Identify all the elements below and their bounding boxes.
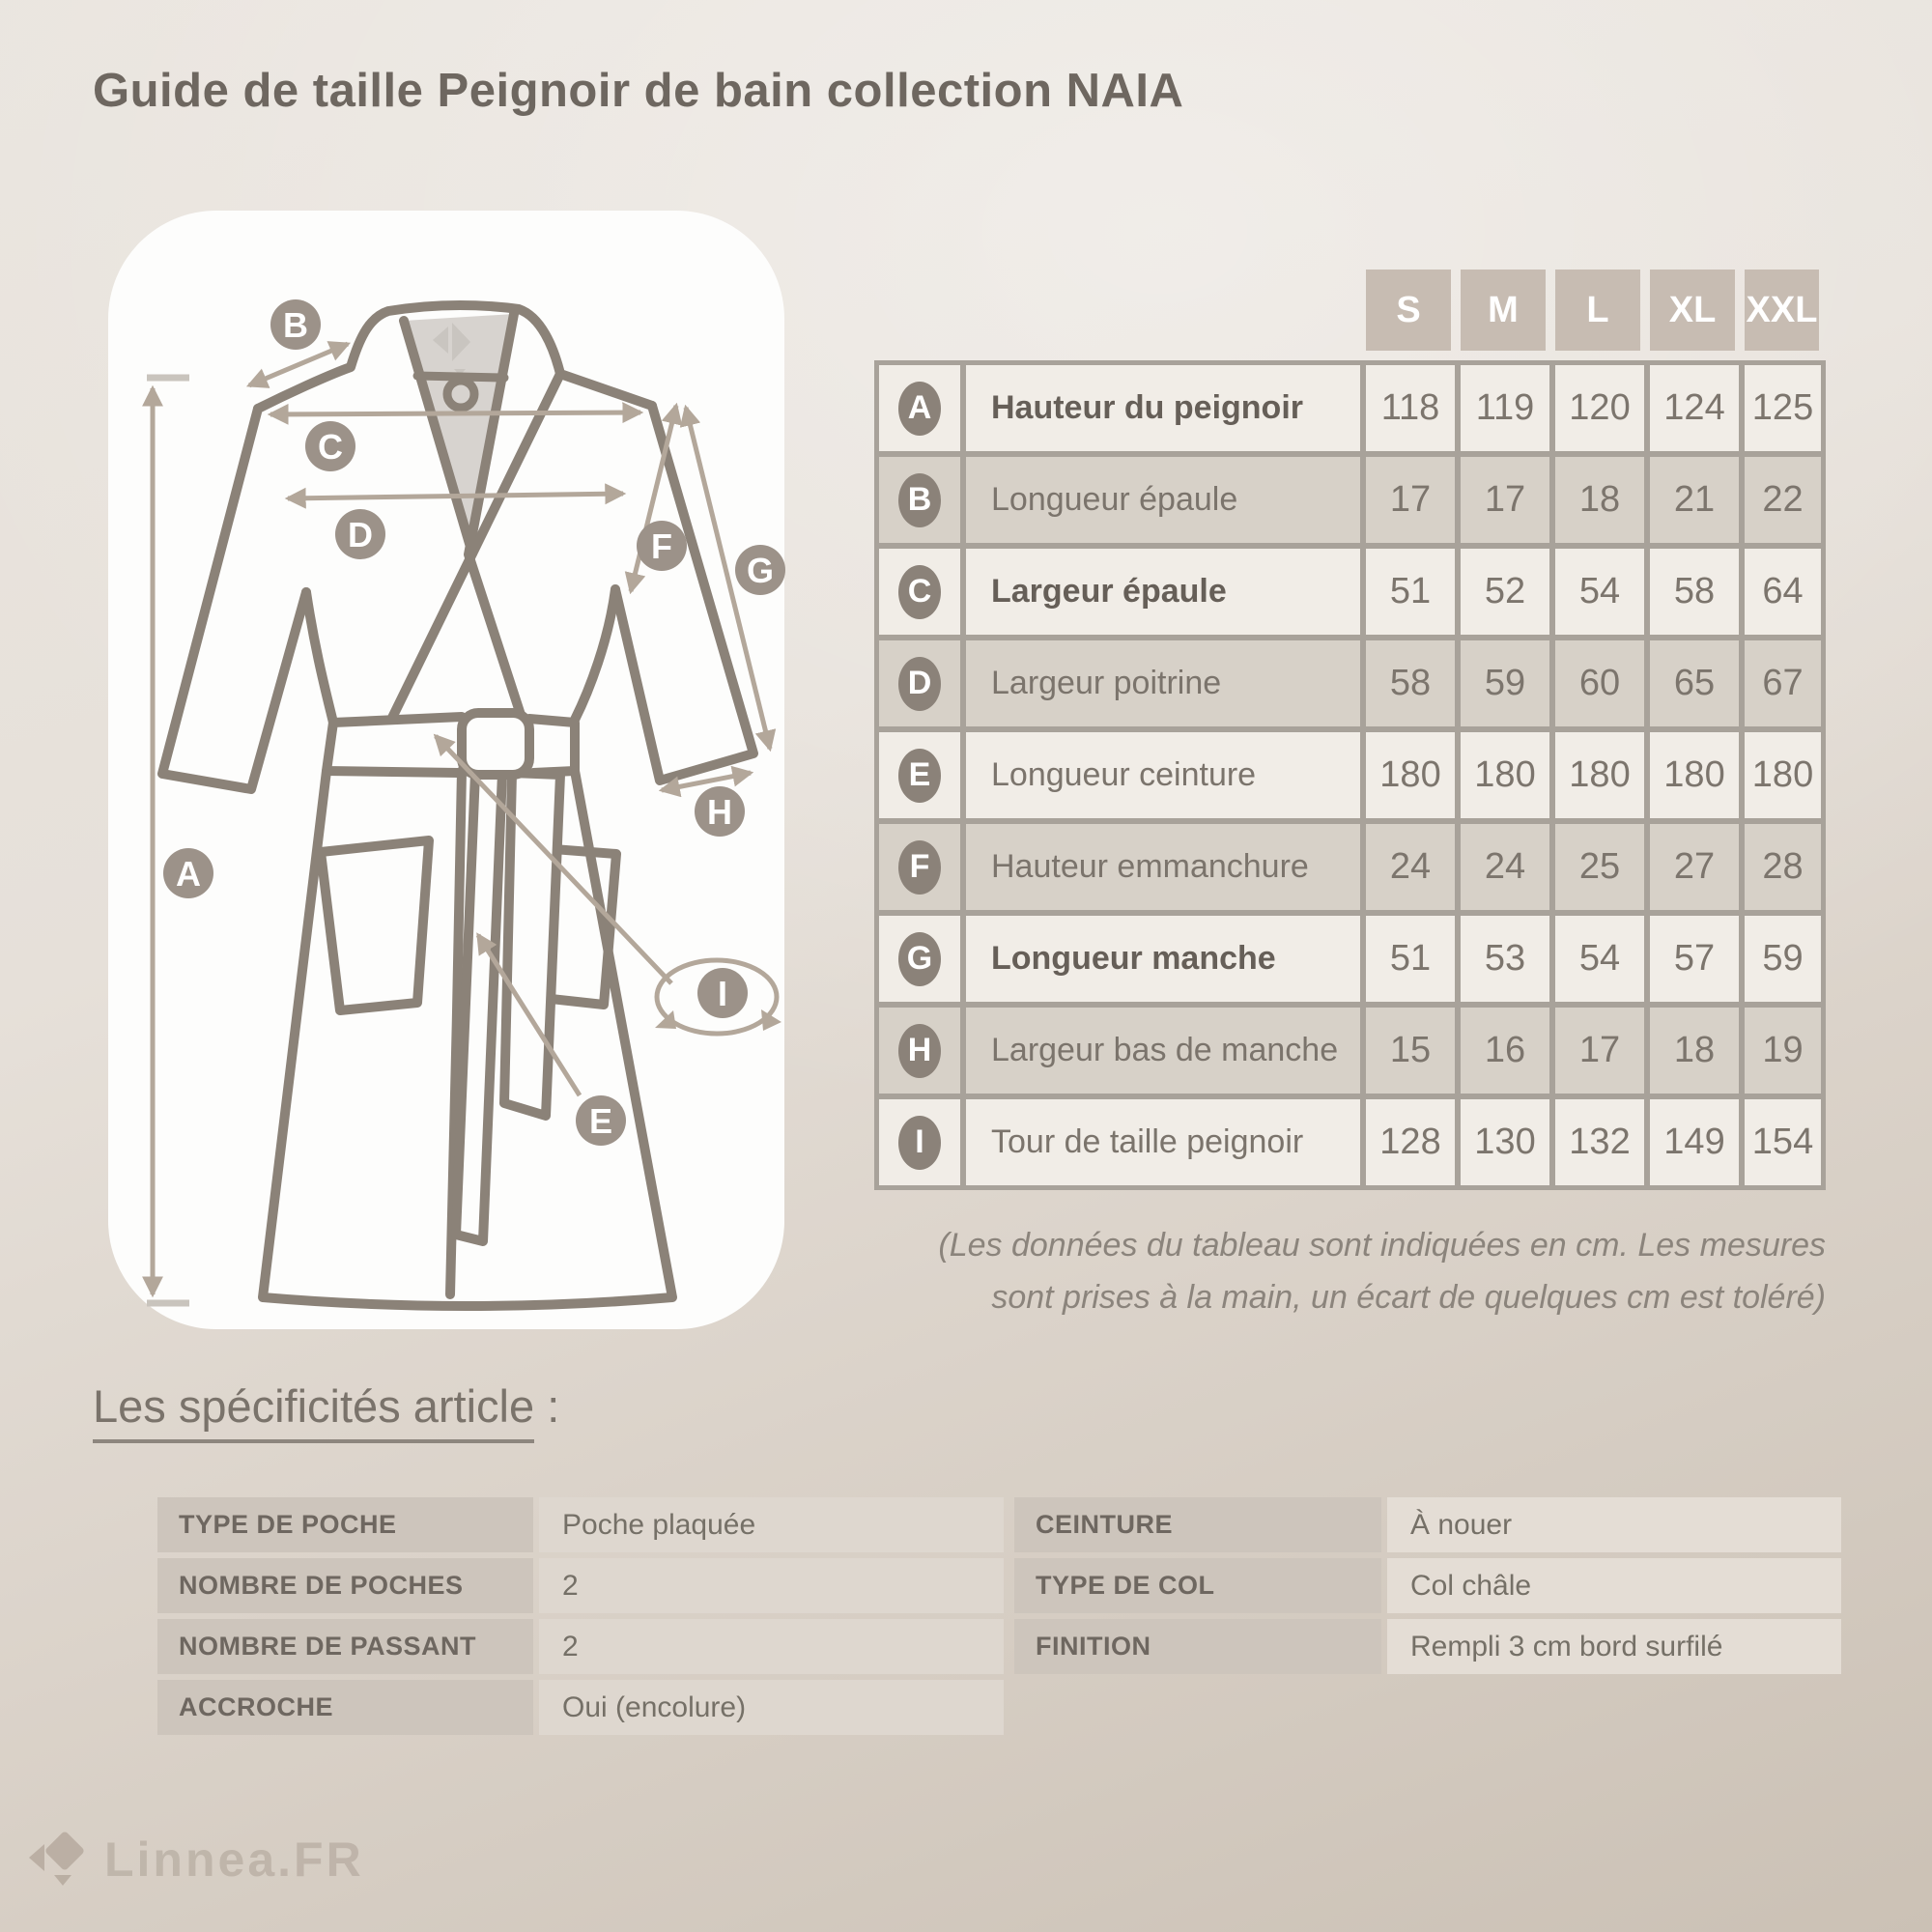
measure-value-F-L: 25 xyxy=(1555,824,1644,910)
spec-value: 2 xyxy=(539,1558,1004,1613)
measure-value-E-L: 180 xyxy=(1555,732,1644,818)
row-letter-cell xyxy=(879,732,960,818)
letter-badge-D: D xyxy=(898,657,941,711)
measure-value-G-XL: 57 xyxy=(1650,916,1739,1002)
measure-value-B-XL: 21 xyxy=(1650,457,1739,543)
page-title: Guide de taille Peignoir de bain collection NAIA xyxy=(93,65,1184,117)
measure-value-F-S: 24 xyxy=(1366,824,1455,910)
marker-letter-E: E xyxy=(588,1100,613,1141)
measure-value-C-XL: 58 xyxy=(1650,549,1739,635)
size-header-S: S xyxy=(1366,270,1451,351)
measure-value-A-XXL: 125 xyxy=(1745,365,1821,451)
measure-value-H-XL: 18 xyxy=(1650,1008,1739,1094)
spec-value: 2 xyxy=(539,1619,1004,1674)
arrow-C-shoulder-width xyxy=(270,412,640,414)
spec-value: À nouer xyxy=(1387,1497,1841,1552)
measure-value-H-L: 17 xyxy=(1555,1008,1644,1094)
measure-value-H-S: 15 xyxy=(1366,1008,1455,1094)
measure-label: Longueur épaule xyxy=(966,457,1360,543)
size-column-headers xyxy=(1366,270,1826,351)
watermark-text: Linnea.FR xyxy=(104,1833,364,1887)
bathrobe-measurement-diagram xyxy=(108,211,784,1329)
spec-label: ACCROCHE xyxy=(157,1680,533,1735)
specs-heading-colon: : xyxy=(534,1380,560,1432)
measure-value-D-XXL: 67 xyxy=(1745,640,1821,726)
marker-letter-H: H xyxy=(707,791,732,832)
measure-value-B-S: 17 xyxy=(1366,457,1455,543)
measure-value-F-XL: 27 xyxy=(1650,824,1739,910)
measure-value-C-M: 52 xyxy=(1461,549,1549,635)
row-letter-cell xyxy=(879,824,960,910)
size-header-XXL: XXL xyxy=(1745,270,1819,351)
measure-value-I-XL: 149 xyxy=(1650,1099,1739,1185)
row-letter-cell xyxy=(879,457,960,543)
measure-value-I-L: 132 xyxy=(1555,1099,1644,1185)
spec-table-left xyxy=(157,1497,1004,1735)
belt xyxy=(456,713,560,1241)
specs-heading xyxy=(93,1379,559,1433)
letter-badge-I: I xyxy=(898,1116,941,1170)
spec-value: Oui (encolure) xyxy=(539,1680,1004,1735)
letter-badge-H: H xyxy=(898,1024,941,1078)
measure-label: Largeur poitrine xyxy=(966,640,1360,726)
marker-letter-C: C xyxy=(318,426,343,467)
row-letter-cell xyxy=(879,1008,960,1094)
spec-table-right xyxy=(1014,1497,1841,1674)
measure-value-A-M: 119 xyxy=(1461,365,1549,451)
size-header-M: M xyxy=(1461,270,1546,351)
spec-value: Col châle xyxy=(1387,1558,1841,1613)
measure-value-C-S: 51 xyxy=(1366,549,1455,635)
measure-label: Hauteur du peignoir xyxy=(966,365,1360,451)
unit-note xyxy=(938,1219,1826,1324)
spec-value: Poche plaquée xyxy=(539,1497,1004,1552)
measure-value-I-M: 130 xyxy=(1461,1099,1549,1185)
measure-value-C-L: 54 xyxy=(1555,549,1644,635)
measure-value-D-L: 60 xyxy=(1555,640,1644,726)
row-letter-cell xyxy=(879,365,960,451)
spec-label: TYPE DE POCHE xyxy=(157,1497,533,1552)
measure-value-G-M: 53 xyxy=(1461,916,1549,1002)
size-measurements-grid xyxy=(874,360,1826,1190)
brand-watermark xyxy=(29,1829,364,1890)
measure-value-H-M: 16 xyxy=(1461,1008,1549,1094)
size-header-XL: XL xyxy=(1650,270,1735,351)
letter-badge-C: C xyxy=(898,565,941,619)
linnea-logo-icon xyxy=(29,1829,91,1890)
measure-value-G-L: 54 xyxy=(1555,916,1644,1002)
marker-letter-B: B xyxy=(283,304,308,345)
row-letter-cell xyxy=(879,1099,960,1185)
measure-value-E-S: 180 xyxy=(1366,732,1455,818)
arrow-D-chest-width xyxy=(288,494,623,498)
letter-badge-A: A xyxy=(898,382,941,436)
belt-knot xyxy=(462,713,529,775)
measure-label: Longueur manche xyxy=(966,916,1360,1002)
measure-value-E-M: 180 xyxy=(1461,732,1549,818)
spec-label: CEINTURE xyxy=(1014,1497,1381,1552)
row-letter-cell xyxy=(879,916,960,1002)
measure-value-D-XL: 65 xyxy=(1650,640,1739,726)
measure-value-E-XXL: 180 xyxy=(1745,732,1821,818)
measure-label: Largeur bas de manche xyxy=(966,1008,1360,1094)
arrow-B-shoulder-length xyxy=(249,344,348,385)
left-pocket xyxy=(321,840,429,1010)
measure-value-A-XL: 124 xyxy=(1650,365,1739,451)
measure-value-I-S: 128 xyxy=(1366,1099,1455,1185)
marker-letter-A: A xyxy=(176,853,201,894)
marker-letter-D: D xyxy=(348,514,373,554)
measure-value-G-S: 51 xyxy=(1366,916,1455,1002)
measure-value-B-L: 18 xyxy=(1555,457,1644,543)
letter-badge-G: G xyxy=(898,932,941,986)
measure-value-H-XXL: 19 xyxy=(1745,1008,1821,1094)
unit-note-line1: (Les données du tableau sont indiquées en cm. Les mesures xyxy=(938,1227,1826,1264)
measure-value-D-S: 58 xyxy=(1366,640,1455,726)
measure-value-A-S: 118 xyxy=(1366,365,1455,451)
marker-letter-I: I xyxy=(717,973,728,1013)
row-letter-cell xyxy=(879,549,960,635)
letter-badge-E: E xyxy=(898,749,941,803)
letter-badge-B: B xyxy=(898,473,941,527)
marker-letter-F: F xyxy=(651,526,672,566)
specs-heading-text: Les spécificités article xyxy=(93,1380,534,1443)
unit-note-line2: sont prises à la main, un écart de quelques cm est toléré) xyxy=(991,1279,1826,1317)
measure-value-D-M: 59 xyxy=(1461,640,1549,726)
spec-label: FINITION xyxy=(1014,1619,1381,1674)
spec-value: Rempli 3 cm bord surfilé xyxy=(1387,1619,1841,1674)
measure-value-B-M: 17 xyxy=(1461,457,1549,543)
measure-label: Largeur épaule xyxy=(966,549,1360,635)
measure-label: Tour de taille peignoir xyxy=(966,1099,1360,1185)
measure-value-I-XXL: 154 xyxy=(1745,1099,1821,1185)
measure-value-F-XXL: 28 xyxy=(1745,824,1821,910)
measure-value-F-M: 24 xyxy=(1461,824,1549,910)
measure-value-C-XXL: 64 xyxy=(1745,549,1821,635)
measure-value-E-XL: 180 xyxy=(1650,732,1739,818)
marker-letter-G: G xyxy=(746,550,775,590)
measure-value-G-XXL: 59 xyxy=(1745,916,1821,1002)
spec-label: NOMBRE DE PASSANT xyxy=(157,1619,533,1674)
measure-value-A-L: 120 xyxy=(1555,365,1644,451)
measure-value-B-XXL: 22 xyxy=(1745,457,1821,543)
measure-label: Hauteur emmanchure xyxy=(966,824,1360,910)
row-letter-cell xyxy=(879,640,960,726)
measure-label: Longueur ceinture xyxy=(966,732,1360,818)
robe-diagram-panel xyxy=(108,211,784,1329)
spec-label: NOMBRE DE POCHES xyxy=(157,1558,533,1613)
size-header-L: L xyxy=(1555,270,1640,351)
spec-label: TYPE DE COL xyxy=(1014,1558,1381,1613)
size-table xyxy=(874,270,1826,1162)
letter-badge-F: F xyxy=(898,840,941,895)
